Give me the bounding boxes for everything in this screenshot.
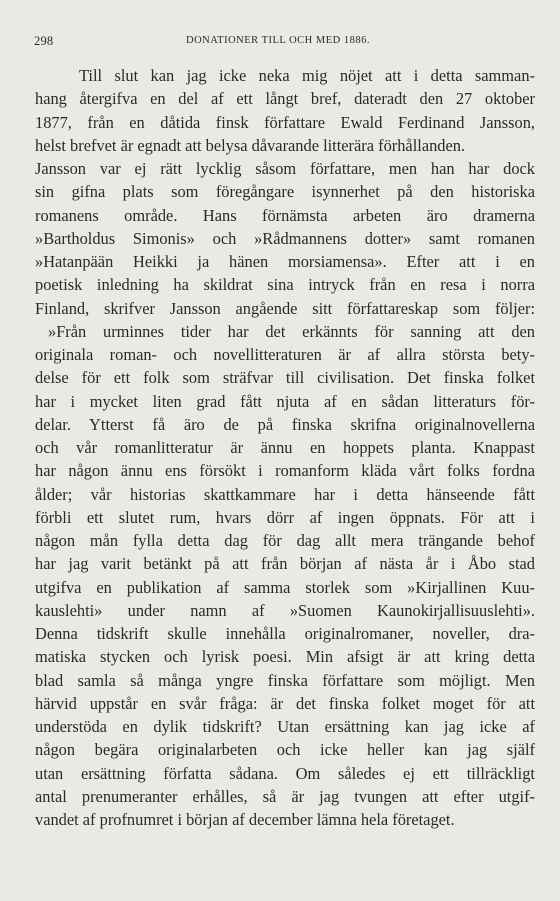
text-line: Finland, skrifver Jansson angående sitt författareskap som följer: <box>35 298 535 318</box>
text-line: Jansson var ej rätt lycklig såsom författare, men han har dock <box>35 159 535 178</box>
text-line: understöda en dylik tidskrift? Utan ersättning kan jag icke af <box>35 717 535 736</box>
text-line: sin gifna plats som föregångare isynnerhet på den historiska <box>35 182 535 202</box>
text-line: »Bartholdus Simonis» och »Rådmannens dotter» samt romanen <box>35 228 535 248</box>
text-line: Denna tidskrift skulle innehålla originalromaner, noveller, dra- <box>35 624 535 643</box>
text-line: någon begära originalarbeten och icke heller kan jag själf <box>35 740 535 760</box>
text-line: blad samla så många yngre finska författare som möjligt. Men <box>35 670 535 690</box>
text-line: »Från urminnes tider har det erkännts för sanning att den <box>48 321 535 341</box>
text-line: hang återgifva en del af ett långt bref, dateradt den 27 oktober <box>35 89 535 109</box>
text-line: 1877, från en dåtida finsk författare Ewald Ferdinand Jansson, <box>35 112 535 132</box>
text-line: »Hatanpään Heikki ja hänen morsiamensa». Efter att i en <box>35 252 535 271</box>
text-line: delar. Ytterst få äro de på finska skrifna originalnovellerna <box>35 414 535 434</box>
text-line: Till slut kan jag icke neka mig nöjet att i detta samman- <box>79 66 535 85</box>
text-line: har jag varit betänkt på att från början af nästa år i Åbo stad <box>35 554 535 574</box>
text-line: och vår romanlitteratur är ännu en hoppets planta. Knappast <box>35 438 535 457</box>
text-line: originala roman- och novellitteraturen är af allra största bety- <box>35 345 535 364</box>
page-number: 298 <box>34 34 54 48</box>
text-line: har i mycket liten grad fått njuta af en sådan litteraturs för- <box>35 391 535 411</box>
text-line: helst brefvet är egnadt att belysa dåvarande litterära förhållanden. <box>35 135 466 155</box>
text-line: romanens område. Hans förnämsta arbeten äro dramerna <box>35 205 535 225</box>
text-line: antal prenumeranter erhålles, så är jag tvungen att efter utgif- <box>35 786 535 806</box>
text-line: vandet af profnumret i början af december lämna hela företaget. <box>35 810 455 829</box>
text-line: matiska stycken och lyrisk poesi. Min afsigt är att kring detta <box>35 647 535 667</box>
text-line: kauslehti» under namn af »Suomen Kaunokirjallisuuslehti». <box>35 600 535 620</box>
text-line: förbli ett slutet rum, hvars dörr af ingen öppnats. För att i <box>35 507 535 527</box>
body-text <box>35 64 535 831</box>
text-line: någon mån fylla detta dag för dag allt mera trängande behof <box>35 531 535 550</box>
text-line: har någon ännu ens försökt i romanform kläda vårt folks fordna <box>35 461 535 481</box>
running-head <box>34 34 538 52</box>
text-line: utgifva en publikation af samma storlek som »Kirjallinen Kuu- <box>35 577 535 597</box>
text-line: ålder; vår historias skattkammare har i detta hänseende fått <box>35 484 535 504</box>
text-line: delse för ett folk som sträfvar till civilisation. Det finska folket <box>35 368 535 388</box>
text-line: härvid uppstår en svår fråga: är det finska folket moget för att <box>35 693 535 713</box>
text-line: poetisk inledning ha skildrat sina intryck från en resa i norra <box>35 275 535 295</box>
running-head-title: DONATIONER TILL OCH MED 1886. <box>186 35 370 46</box>
text-line: utan ersättning författa sådana. Om således ej ett tillräckligt <box>35 763 535 783</box>
